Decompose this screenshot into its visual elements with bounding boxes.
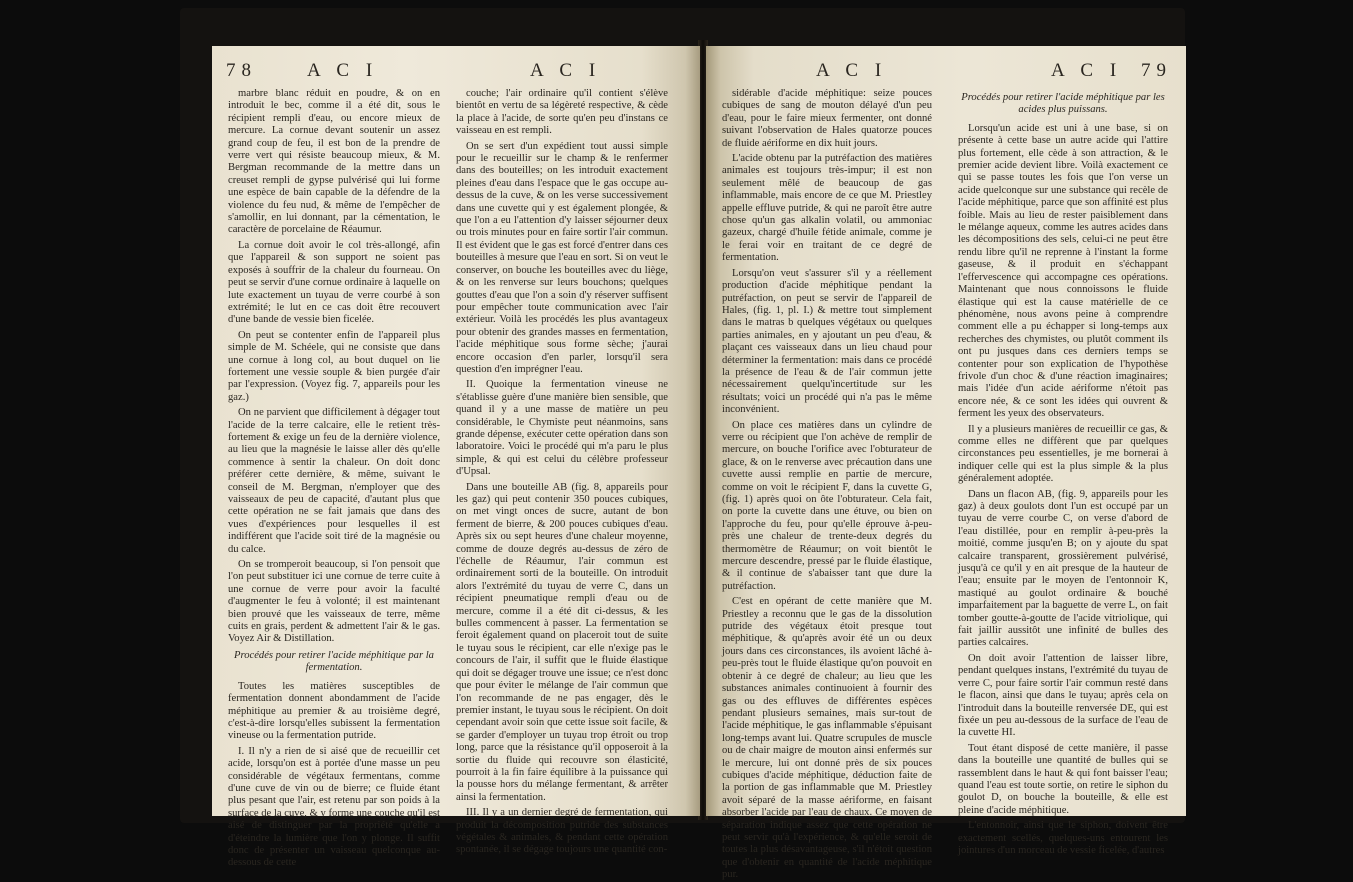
- left-column-2: [456, 88, 668, 856]
- left-column-1: [228, 88, 440, 869]
- paragraph: III. Il y a un dernier degré de fermentation, qui produit la décomposition putride des substances végétales & animales, & pendant cette opération spontanée, il se dégage toujours une quantité con-: [456, 807, 668, 856]
- right-page-number: 79: [1141, 60, 1172, 81]
- left-page-number: 78: [226, 60, 257, 81]
- paragraph: couche; l'air ordinaire qu'il contient s'élève bientôt en vertu de sa légèreté respective, & cède la place à l'acide, de sorte qu'en peu d'instans ce vaisseau en est rempli.: [456, 88, 668, 137]
- paragraph: Dans une bouteille AB (fig. 8, appareils pour les gaz) qui peut contenir 350 pouces cubiques, on met vingt onces de sucre, autant de bon ferment de bierre, & 200 pouces cubiques d'eau. Après six ou sept heures d'une chaleur moyenne, comme de douze degrés au-dessus de zéro de l'échelle de Réaumur, l'air commun est ordinairement sorti de la bouteille. On introduit alors l'extrémité du tuyau de verre C, dans un récipient pneumatique rempli d'eau ou de mercure, comme il a été dit ci-dessus, & les bulles commencent à passer. La fermentation se feroit également quand on placeroit tout de suite le tuyau sous le récipient, car elle n'exige pas le concours de l'air, il suffit que le fluide élastique qui doit se dégager trouve une issue; ce n'est donc que pour éviter le mélange de l'air commun que l'on recommande de ne pas engager, dès le premier instant, le tuyau sous le récipient. On doit cependant avoir soin que cette issue soit facile, & se garder d'employer un tuyau trop étroit ou trop long, parce que la résistance qu'il opposeroit à la sortie du fluide qui recouvre son élasticité, pourroit à la fin faire équilibre à la puissance qui la pousse hors du mélange fermentant, & arrêter ainsi la fermentation.: [456, 481, 668, 803]
- paragraph: On ne parvient que difficilement à dégager tout l'acide de la terre calcaire, elle le retient très-fortement & exige un feu de la dernière violence, au lieu que la magnésie le laisse aller dès qu'elle commence à sentir la chaleur. On doit donc préférer cette dernière, & même, suivant le conseil de M. Bergman, n'employer que des vaisseaux de peu de capacité, d'autant plus que cette opération ne se fait jamais que dans des vues d'expériences pour lesquelles il est indifférent que l'acide soit tiré de la magnésie ou du calce.: [228, 407, 440, 555]
- left-page: [212, 46, 700, 869]
- paragraph: L'acide obtenu par la putréfaction des matières animales est toujours très-impur; il est non seulement mêlé de beaucoup de gas inflammable, mais encore de ce que M. Priestley appelle effluve putride, & qui ne paroît être autre chose qu'un gas alkalin volatil, ou ammoniac gazeux, chargé d'huile fétide animale, comme je le ferai voir en traitant de ce degré de fermentation.: [722, 153, 932, 264]
- paragraph: sidérable d'acide méphitique: seize pouces cubiques de sang de mouton délayé d'un peu d'eau, pour le faire mieux fermenter, ont donné suivant l'observation de Hales quatorze pouces de fluide aériforme en dix huit jours.: [722, 88, 932, 149]
- paragraph: L'entonnoir, ainsi que le siphon, doivent être exactement scellés, quelques-uns entourent les jointures d'un morceau de vessie ficelée, d'autres: [958, 820, 1168, 856]
- paragraph: Il y a plusieurs manières de recueillir ce gas, & comme elles ne diffèrent que par quelques circonstances peu essentielles, je me bornerai à indiquer celle qui est la plus simple & la plus généralement adoptée.: [958, 423, 1168, 485]
- right-running-head: [706, 60, 1186, 84]
- paragraph: II. Quoique la fermentation vineuse ne s'établisse guère d'une manière bien sensible, que quand il y a une masse de matière un peu considérable, le Chymiste peut néanmoins, sans grande dépense, exécuter cette opération dans son laboratoire. Voici le procédé qui m'a paru le plus simple, & qui est celui du célèbre professeur d'Upsal.: [456, 379, 668, 478]
- right-column-1: [722, 88, 932, 881]
- paragraph: On place ces matières dans un cylindre de verre ou récipient que l'on achève de remplir de mercure, on bouche l'orifice avec l'obturateur de glace, & on le renverse avec précaution dans une cuvette aussi remplie en partie de mercure, comme on voit le récipient F, dans la cuvette G, (fig. 1) après quoi on ôte l'obturateur. Cela fait, on porte la cuvette dans une étuve, ou bien on l'approche du feu, pour qu'elle éprouve à-peu-près une chaleur de trente-deux degrés du thermomètre de Réaumur; on voit bientôt le mercure descendre, pressé par le fluide élastique, & il continue de s'abaisser tant que dure la putréfaction.: [722, 419, 932, 592]
- paragraph: On se sert d'un expédient tout aussi simple pour le recueillir sur le champ & le renfermer dans des bouteilles; on les introduit exactement pleines d'eau dans l'espace que le gas occupe au-dessus de la cuve, & on les verse successivement dans une cuvette qui y est également plongée, & que l'on a eu l'attention d'y laisser séjourner deux ou trois minutes pour en faire sortir l'air commun. Il est évident que le gas est forcé d'entrer dans ces bouteilles à mesure que l'eau en sort. Si on veut le conserver, on bouche les bouteilles avec du liège, & on les renverse sur leurs bouchons; quelques gouttes d'eau que l'on a soin d'y réserver suffisent pour empêcher toute communication avec l'air extérieur. Voilà les procédés les plus avantageux pour obtenir des grandes masses en fermentation, l'acide méphitique sous forme sèche; j'aurai encore occasion d'en parler, lorsqu'il sera question d'en imprégner l'eau.: [456, 140, 668, 375]
- paragraph: Dans un flacon AB, (fig. 9, appareils pour les gaz) à deux goulots dont l'un est occupé par un tuyau de verre courbe C, on verse d'abord de l'eau distillée, pour en remplir à-peu-près la moitié, comme jusqu'en B; on y ajoute du spat calcaire transparent, grossièrement pulvérisé, jusqu'à ce qu'il y en ait presque de la hauteur de l'eau; ensuite par le moyen de l'entonnoir K, mastiqué au goulot ordinaire & bouché imparfaitement par la baguette de verre L, on fait tomber goutte-à-goutte de l'acide vitriolique, qui fait jaillir aussitôt une infinité de bulles des parties calcaires.: [958, 488, 1168, 649]
- paragraph: Tout étant disposé de cette manière, il passe dans la bouteille une quantité de bulles qui se rassemblent dans le haut & qui font baisser l'eau; quand l'eau est toute sortie, on retire le siphon du goulot D, on bouche la bouteille, & elle est pleine d'acide méphitique.: [958, 742, 1168, 816]
- paragraph: Lorsqu'un acide est uni à une base, si on présente à cette base un autre acide qui l'attire plus fortement, elle cède à son attraction, & le premier acide devient libre. Voilà exactement ce qui se passe toutes les fois que l'on verse un acide quelconque sur une substance qui recèle de l'acide méphitique, parce que son affinité est plus foible. Mais au lieu de rester paisiblement dans le mélange aqueux, comme les autres acides dans les décompositions des sels, celui-ci ne peut être rendu libre qu'il ne reprenne à l'instant la forme gaseuse, & il produit en s'échappant l'effervescence qui accompagne ces opérations. Maintenant que nous connoissons le fluide élastique qui est la cause matérielle de ce phénomène, nous avons peine à comprendre comment elle a pu échapper si long-temps aux recherches des chymistes, ou plutôt comment ils ont pu jusques dans ces derniers temps se contenter pour son explication de l'hypothèse frivole d'un choc & d'une réaction imaginaires; mais l'idée d'un acide aériforme n'étoit pas encore née, & ce sont les idées qui ouvrent & ferment les yeux des observateurs.: [958, 122, 1168, 420]
- paragraph: I. Il n'y a rien de si aisé que de recueillir cet acide, lorsqu'on est à portée d'une masse un peu considérable de végétaux fermentans, comme d'une cuve de vin ou de bierre; ce fluide étant plus pesant que l'air, est retenu par son poids à la surface de la cuve, & y forme une couche qu'il est aisé de distinguer par la propriété qu'elle a d'éteindre la lumière que l'on y plonge. Il suffit donc de présenter un vaisseau quelconque au-dessous de cette: [228, 745, 440, 869]
- section-heading: Procédés pour retirer l'acide méphitique par la fermentation.: [234, 649, 434, 674]
- paragraph: La cornue doit avoir le col très-allongé, afin que l'appareil & son support ne soient pas exposés à souffrir de la chaleur du fourneau. On peut se servir d'une cornue ordinaire à laquelle on lute exactement un tuyau de verre courbé à son extrémité; le lut en ce cas doit être recouvert d'une bande de vessie bien ficelée.: [228, 239, 440, 326]
- paragraph: Toutes les matières susceptibles de fermentation donnent abondamment de l'acide méphitique au premier & au troisième degré, c'est-à-dire lorsqu'elles subissent la fermentation vineuse ou la fermentation putride.: [228, 680, 440, 742]
- paragraph: marbre blanc réduit en poudre, & on en introduit le bec, comme il a été dit, sous le récipient rempli d'eau, ou encore mieux de mercure. La cornue devant soutenir un assez grand coup de feu, il est bon de la prendre de verre vert qui résiste beaucoup mieux, & M. Bergman recommande de la mettre dans un creuset rempli de gypse pulvérisé qui lui forme une espèce de bain capable de la défendre de la violence du feu nud, & même de l'empêcher de s'amollir, en lui donnant, par la cémentation, le caractère de porcelaine de Réaumur.: [228, 88, 440, 236]
- right-head-title-2: A C I: [1051, 60, 1123, 81]
- paragraph: Lorsqu'on veut s'assurer s'il y a réellement production d'acide méphitique pendant la putréfaction, on peut se servir de l'appareil de Hales, (fig. 1, pl. I.) & mettre tout simplement dans le matras b quelques végétaux ou quelques parties animales, en y ajoutant un peu d'eau, & plaçant ces vaisseaux dans un lieu chaud pour déterminer la fermentation: mais dans ce procédé la présence de l'eau & de l'air commun jette nécessairement quelqu'incertitude sur les résultats; voici un procédé qui n'a pas le même inconvénient.: [722, 267, 932, 416]
- paragraph: C'est en opérant de cette manière que M. Priestley a reconnu que le gas de la dissolution putride des végétaux étoit presque tout méphitique, & qu'après avoir été un ou deux jours dans ces circonstances, ils avoient lâché à-peu-près tout le fluide élastique qu'on pouvoit en obtenir à ce degré de chaleur; au lieu que les substances animales continuoient à fournir des gas ou des effluves de différentes espèces pendant plusieurs semaines, mais sur-tout de l'acide méphitique, le gas inflammable s'épuisant long-temps avant lui. Quatre scrupules de muscle ou de chair maigre de mouton ainsi enfermés sur le mercure, lui ont donné près de six pouces cubiques d'acide méphitique, déduction faite de la portion de gas inflammable que M. Priestley avoit séparé de la masse aériforme, en faisant absorber l'acide par l'eau de chaux. Ce moyen de séparation indique assez que cette opération ne peut servir qu'à l'expérience, & qu'elle seroit de toutes la plus désavantageuse, s'il n'étoit question que d'obtenir en quantité de l'acide méphitique pur.: [722, 596, 932, 881]
- paragraph: On se tromperoit beaucoup, si l'on pensoit que l'on peut substituer ici une cornue de terre cuite à une cornue de verre pour avoir la faculté d'augmenter le feu à volonté; il est maintenant bien prouvé que les vaisseaux de terre, même cuits en grais, perdent & admettent l'air & le gas. Voyez Air & Distillation.: [228, 559, 440, 645]
- section-heading: Procédés pour retirer l'acide méphitique par les acides plus puissans.: [961, 92, 1165, 116]
- left-head-title-2: A C I: [530, 60, 602, 81]
- paragraph: On doit avoir l'attention de laisser libre, pendant quelques instans, l'extrémité du tuyau de verre C, pour faire sortir l'air commun resté dans le flacon, ainsi que dans le tuyau; après cela on l'introduit dans la bouteille renversée DE, qui est fixée un peu au-dessous de la surface de l'eau de la cuvette HI.: [958, 652, 1168, 739]
- left-running-head: [212, 60, 700, 84]
- paragraph: On peut se contenter enfin de l'appareil plus simple de M. Schéele, qui ne consiste que dans une cornue à long col, au bout duquel on lie fortement une vessie souple & bien purgée d'air par l'expression. (Voyez fig. 7, appareils pour les gaz.): [228, 329, 440, 403]
- left-head-title-1: A C I: [307, 60, 379, 81]
- right-column-2: [958, 88, 1168, 856]
- right-head-title-1: A C I: [816, 60, 888, 81]
- right-page: [706, 46, 1186, 881]
